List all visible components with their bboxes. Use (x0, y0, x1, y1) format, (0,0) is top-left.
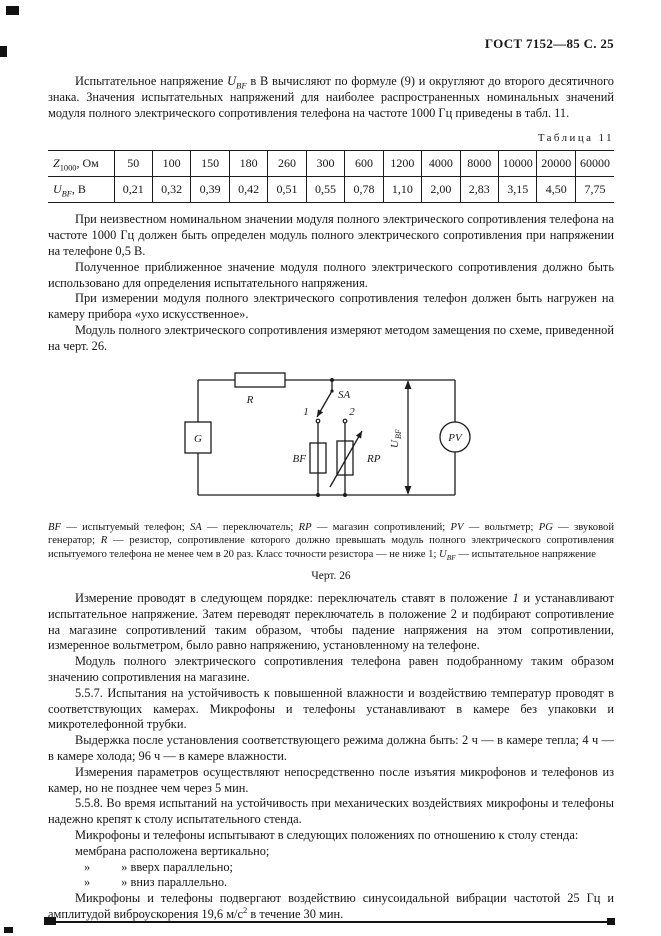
figure-26 (48, 365, 614, 518)
impedance-row-header: $Z_{1000}$, Ом (48, 151, 114, 177)
paragraph: 5.5.8. Во время испытаний на устойчивость при механических воздействиях микрофоны и телефоны надежно крепят к столу испытательного стенда. (48, 796, 614, 827)
resistor-label: R (246, 393, 254, 406)
paragraph: При измерении модуля полного электрического сопротивления телефон должен быть нагружен на камеру прибора «ухо искусственное». (48, 291, 614, 322)
paragraph: При неизвестном номинальном значении модуля полного электрического сопротивления телефона на частоте 1000 Гц должен быть определен модуль полного электрического сопротивления при напряжении на телефоне 0,5 В. (48, 212, 614, 258)
table-cell: 0,51 (268, 177, 306, 203)
paragraph: Микрофоны и телефоны испытывают в следующих положениях по отношению к столу стенда: (75, 827, 579, 842)
crop-mark (0, 46, 7, 57)
table-cell: 1,10 (383, 177, 421, 203)
figure-caption: BF — испытуемый телефон; SA — переключатель; RP — магазин сопротивлений; PV — вольтметр; PG — звуковой генератор; R — резистор, сопротивление которого должно превышать модуль полного электрического сопротивления испытуемого телефона не менее чем в 20 раз. Класс точности резистора — не ниже 1; $U_{BF}$ — испытательное напряжение (48, 521, 614, 563)
page-header: ГОСТ 7152—85 С. 25 (484, 36, 614, 51)
table-11 (48, 150, 614, 203)
page-content (48, 36, 614, 923)
table-cell: 100 (152, 151, 190, 177)
table-cell: 10000 (499, 151, 537, 177)
voltage-row (48, 177, 614, 203)
table-cell: 7,75 (575, 177, 614, 203)
paragraph: Модуль полного электрического сопротивления измеряют методом замещения по схеме, приведенной на черт. 26. (48, 322, 614, 353)
paragraph: Измерение проводят в следующем порядке: переключатель ставят в положение 1 и устанавливают испытательное напряжение. Затем переводят переключатель в положение 2 и подбирают сопротивление на магазине сопротивлений таким образом, чтобы падение напряжения на этом сопротивлении, измеренное вольтметром, было равно напряжению, установленному на телефоне. (48, 590, 614, 653)
table-cell: 0,32 (152, 177, 190, 203)
paragraph: Полученное приближенное значение модуля полного электрического сопротивления должно быть использовано для определения испытательного напряжения. (48, 259, 614, 290)
magazine-label: RP (367, 452, 381, 465)
test-voltage-symbol: U (389, 439, 401, 448)
table-cell: 50 (114, 151, 152, 177)
paragraph: Измерения параметров осуществляют непосредственно после изъятия микрофонов и телефонов из камер, но не позднее чем через 5 мин. (48, 764, 614, 795)
crop-mark (6, 6, 19, 15)
figure-number: Черт. 26 (311, 569, 351, 582)
table-cell: 4,50 (537, 177, 575, 203)
table-cell: 20000 (537, 151, 575, 177)
table-cell: 0,55 (306, 177, 344, 203)
test-voltage-subscript: BF (394, 428, 403, 439)
telephone-label: BF (292, 452, 306, 465)
paragraph: » » вверх параллельно; (84, 859, 233, 874)
table-cell: 180 (229, 151, 267, 177)
bottom-paragraphs (48, 591, 614, 923)
table-cell: 1200 (383, 151, 421, 177)
paragraph: Микрофоны и телефоны подвергают воздействию синусоидальной вибрации частотой 25 Гц и амплитудой виброускорения 19,6 $м/с^2$ в течение 30 мин. (48, 891, 614, 921)
table-cell: 600 (345, 151, 383, 177)
table-cell: 60000 (575, 151, 614, 177)
paragraph: Испытательное напряжение $U_{BF}$ в В вычисляют по формуле (9) и округляют до второго десятичного знака. Значения испытательных напряжений для наиболее распространенных номинальных значений модуля полного электрического сопротивления телефона на частоте 1000 Гц приведены в табл. 11. (48, 74, 614, 120)
mid-paragraphs (48, 212, 614, 354)
intro-paragraphs (48, 74, 614, 121)
test-voltage-label (389, 429, 403, 448)
table-cell: 3,15 (499, 177, 537, 203)
table-cell: 260 (268, 151, 306, 177)
table-cell: 2,83 (460, 177, 498, 203)
crop-mark (4, 927, 13, 933)
paragraph: Выдержка после установления соответствующего режима должна быть: 2 ч — в камере тепла; 4 ч — в камере холода; 96 ч — в камере влажности. (48, 733, 614, 763)
table-cell: 4000 (422, 151, 460, 177)
generator-label: G (194, 432, 202, 445)
paragraph: 5.5.7. Испытания на устойчивость к повышенной влажности и воздействию температур проводят в соответствующих камерах. Микрофоны и телефоны устанавливают в камере без упаковки и микротелефонной трубки. (48, 685, 614, 732)
voltmeter-label: PV (448, 431, 462, 444)
table-cell: 0,42 (229, 177, 267, 203)
voltage-row-header: $U_{BF}$, В (53, 182, 86, 199)
table-cell: 8000 (460, 151, 498, 177)
table-cell: 150 (191, 151, 229, 177)
table-cell: 300 (306, 151, 344, 177)
table-label: Таблица 11 (537, 132, 614, 145)
switch-position-2-label: 2 (349, 405, 355, 418)
impedance-row (48, 151, 614, 177)
paragraph: » » вниз параллельно. (84, 875, 228, 890)
table-cell: 0,78 (345, 177, 383, 203)
switch-label: SA (338, 388, 351, 401)
paragraph: Модуль полного электрического сопротивления телефона равен подобранному таким образом значению сопротивления на магазине. (48, 654, 614, 684)
table-cell: 0,21 (114, 177, 152, 203)
switch-position-1-label: 1 (303, 405, 309, 418)
table-cell: 2,00 (422, 177, 460, 203)
circuit-wires (185, 373, 470, 495)
circuit-diagram (180, 365, 482, 513)
paragraph: мембрана расположена вертикально; (75, 843, 270, 858)
table-cell: 0,39 (191, 177, 229, 203)
